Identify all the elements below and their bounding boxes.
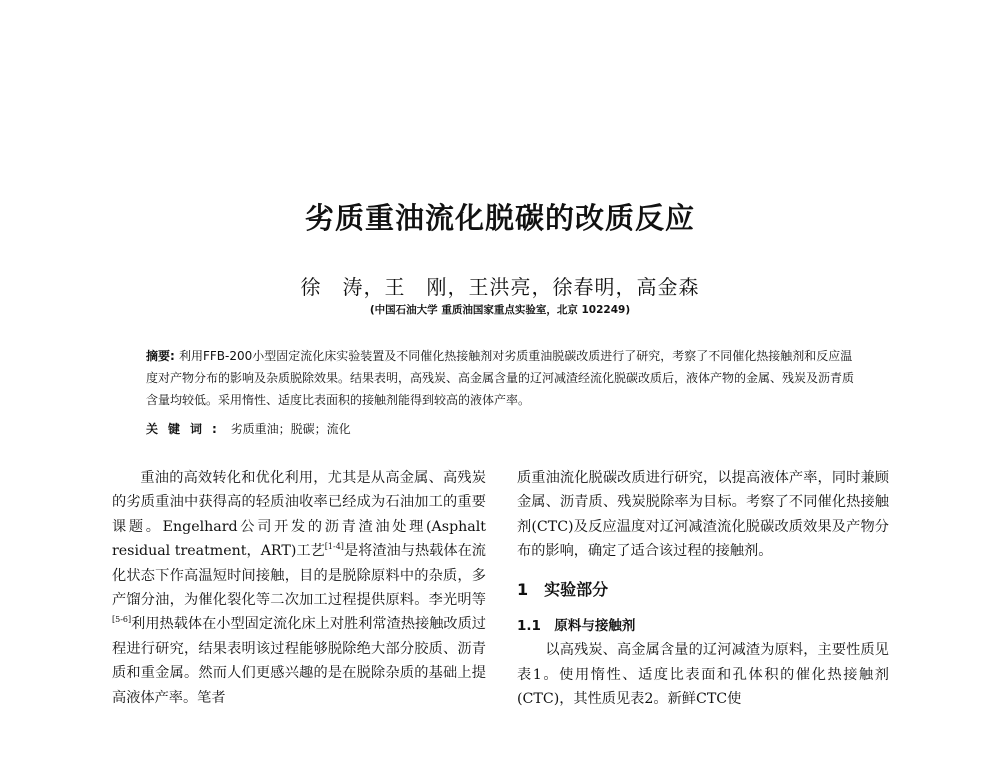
paragraph-text: 是将渣油与热载体在流化状态下作高温短时间接触，目的是脱除原料中的杂质，多产馏分油，为催化裂化等二次加工过程提供原料。李光明等 (112, 543, 486, 609)
citation-ref: [1-4] (324, 542, 344, 552)
body-paragraph (112, 466, 486, 710)
section-heading: 1 实验部分 (517, 579, 609, 599)
paper-authors: 徐 涛，王 刚，王洪亮，徐春明，高金森 (300, 275, 700, 299)
abstract-text: 利用FFB-200小型固定流化床实验装置及不同催化热接触剂对劣质重油脱碳改质进行了研究，考察了不同催化热接触剂和反应温度对产物分布的影响及杂质脱除效果。结果表明，高残炭、高金属含量的辽河减渣经流化脱碳改质后，液体产物的金属、残炭及沥青质含量均较低。采用惰性、适度比表面积的接触剂能得到较高的液体产率。 (146, 349, 855, 407)
abstract-label: 摘要: (146, 349, 175, 363)
right-column (517, 466, 889, 712)
keywords-label: 关键词: (146, 422, 227, 436)
subsection-heading: 1.1 原料与接触剂 (517, 618, 636, 635)
paragraph-text: 重油的高效转化和优化利用，尤其是从高金属、高残炭的劣质重油中获得高的轻质油收率已经成为石油加工的重要课题。Engelhard公司开发的沥青渣油处理(Asphalt residual treatment，ART)工艺 (112, 470, 486, 560)
body-paragraph: 以高残炭、高金属含量的辽河减渣为原料，主要性质见表1。使用惰性、适度比表面和孔体积的催化热接触剂(CTC)，其性质见表2。新鲜CTC使 (517, 642, 889, 708)
keywords (146, 418, 860, 440)
paper-title: 劣质重油流化脱碳的改质反应 (304, 201, 695, 235)
abstract (146, 345, 860, 411)
left-column (112, 466, 486, 710)
citation-ref: [5-6] (112, 615, 132, 625)
body-paragraph: 质重油流化脱碳改质进行研究，以提高液体产率，同时兼顾金属、沥青质、残炭脱除率为目标。考察了不同催化热接触剂(CTC)及反应温度对辽河减渣流化脱碳改质效果及产物分布的影响，确定了适合该过程的接触剂。 (517, 470, 889, 560)
keywords-text: 劣质重油；脱碳；流化 (230, 422, 351, 436)
paragraph-text: 利用热载体在小型固定流化床上对胜利常渣热接触改质过程进行研究，结果表明该过程能够脱除绝大部分胶质、沥青质和重金属。然而人们更感兴趣的是在脱除杂质的基础上提高液体产率。笔者 (112, 616, 486, 706)
paper-affiliation: (中国石油大学 重质油国家重点实验室，北京 102249) (369, 304, 631, 316)
